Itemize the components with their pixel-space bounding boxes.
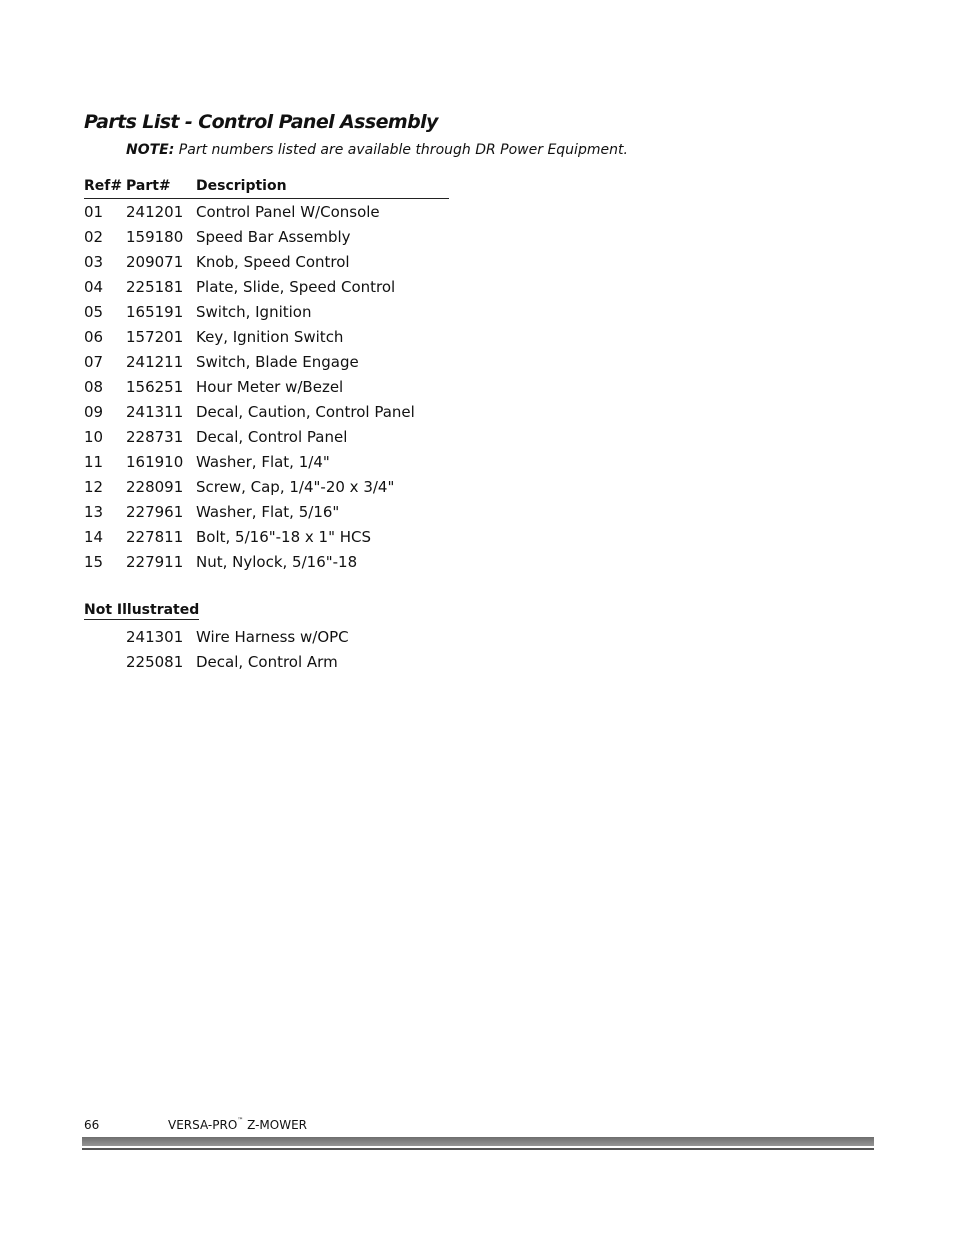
part-cell: 241211 [126,353,184,371]
note-text: Part numbers listed are available through DR Power Equipment. [174,142,628,158]
part-cell: 228091 [126,478,184,496]
part-cell: 165191 [126,303,184,321]
product-suffix: Z-MOWER [243,1118,308,1132]
note-label: NOTE: [126,142,175,158]
footer-rule [82,1148,874,1150]
table-row [84,452,484,477]
table-row [84,252,484,277]
table-row [84,227,484,252]
parts-table-header [84,178,449,199]
description-cell: Screw, Cap, 1/4"-20 x 3/4" [196,478,395,496]
ref-cell: 01 [84,203,104,221]
ref-cell: 02 [84,228,104,246]
column-header-ref: Ref# [84,178,123,194]
ref-cell: 12 [84,478,104,496]
ref-cell: 07 [84,353,104,371]
part-cell: 159180 [126,228,184,246]
description-cell: Decal, Control Arm [196,653,338,671]
table-row [84,402,484,427]
part-cell: 227811 [126,528,184,546]
table-row [84,277,484,302]
page-title: Parts List - Control Panel Assembly [84,111,438,133]
ref-cell: 05 [84,303,104,321]
table-row [84,502,484,527]
table-row [84,652,484,677]
table-row [84,352,484,377]
ref-cell: 06 [84,328,104,346]
table-row [84,627,484,652]
ref-cell: 04 [84,278,104,296]
description-cell: Hour Meter w/Bezel [196,378,344,396]
description-cell: Washer, Flat, 5/16" [196,503,340,521]
trademark-symbol: ™ [237,1117,244,1124]
footer-product-title [168,1118,307,1132]
description-cell: Plate, Slide, Speed Control [196,278,396,296]
table-row [84,202,484,227]
table-row [84,377,484,402]
page-number: 66 [84,1118,100,1132]
part-cell: 156251 [126,378,184,396]
ref-cell: 09 [84,403,104,421]
ref-cell: 11 [84,453,104,471]
part-cell: 209071 [126,253,184,271]
part-cell: 227911 [126,553,184,571]
description-cell: Wire Harness w/OPC [196,628,349,646]
description-cell: Control Panel W/Console [196,203,380,221]
part-cell: 225081 [126,653,184,671]
description-cell: Nut, Nylock, 5/16"-18 [196,553,358,571]
description-cell: Washer, Flat, 1/4" [196,453,330,471]
ref-cell: 13 [84,503,104,521]
table-row [84,427,484,452]
table-row [84,477,484,502]
table-row [84,327,484,352]
not-illustrated-table [84,627,484,677]
part-cell: 157201 [126,328,184,346]
ref-cell: 10 [84,428,104,446]
description-cell: Switch, Ignition [196,303,312,321]
part-cell: 227961 [126,503,184,521]
description-cell: Switch, Blade Engage [196,353,359,371]
description-cell: Bolt, 5/16"-18 x 1" HCS [196,528,372,546]
note [126,142,628,158]
table-row [84,527,484,552]
part-cell: 241301 [126,628,184,646]
column-header-part: Part# [126,178,171,194]
part-cell: 161910 [126,453,184,471]
footer-bar [82,1137,874,1146]
parts-table [84,202,484,577]
table-row [84,552,484,577]
description-cell: Key, Ignition Switch [196,328,344,346]
description-cell: Decal, Control Panel [196,428,348,446]
part-cell: 241311 [126,403,184,421]
column-header-description: Description [196,178,287,194]
not-illustrated-heading: Not Illustrated [84,602,200,618]
part-cell: 228731 [126,428,184,446]
table-row [84,302,484,327]
ref-cell: 15 [84,553,104,571]
description-cell: Knob, Speed Control [196,253,350,271]
product-name: VERSA-PRO [168,1118,238,1132]
ref-cell: 03 [84,253,104,271]
ref-cell: 14 [84,528,104,546]
ref-cell: 08 [84,378,104,396]
part-cell: 225181 [126,278,184,296]
part-cell: 241201 [126,203,184,221]
description-cell: Decal, Caution, Control Panel [196,403,415,421]
description-cell: Speed Bar Assembly [196,228,351,246]
